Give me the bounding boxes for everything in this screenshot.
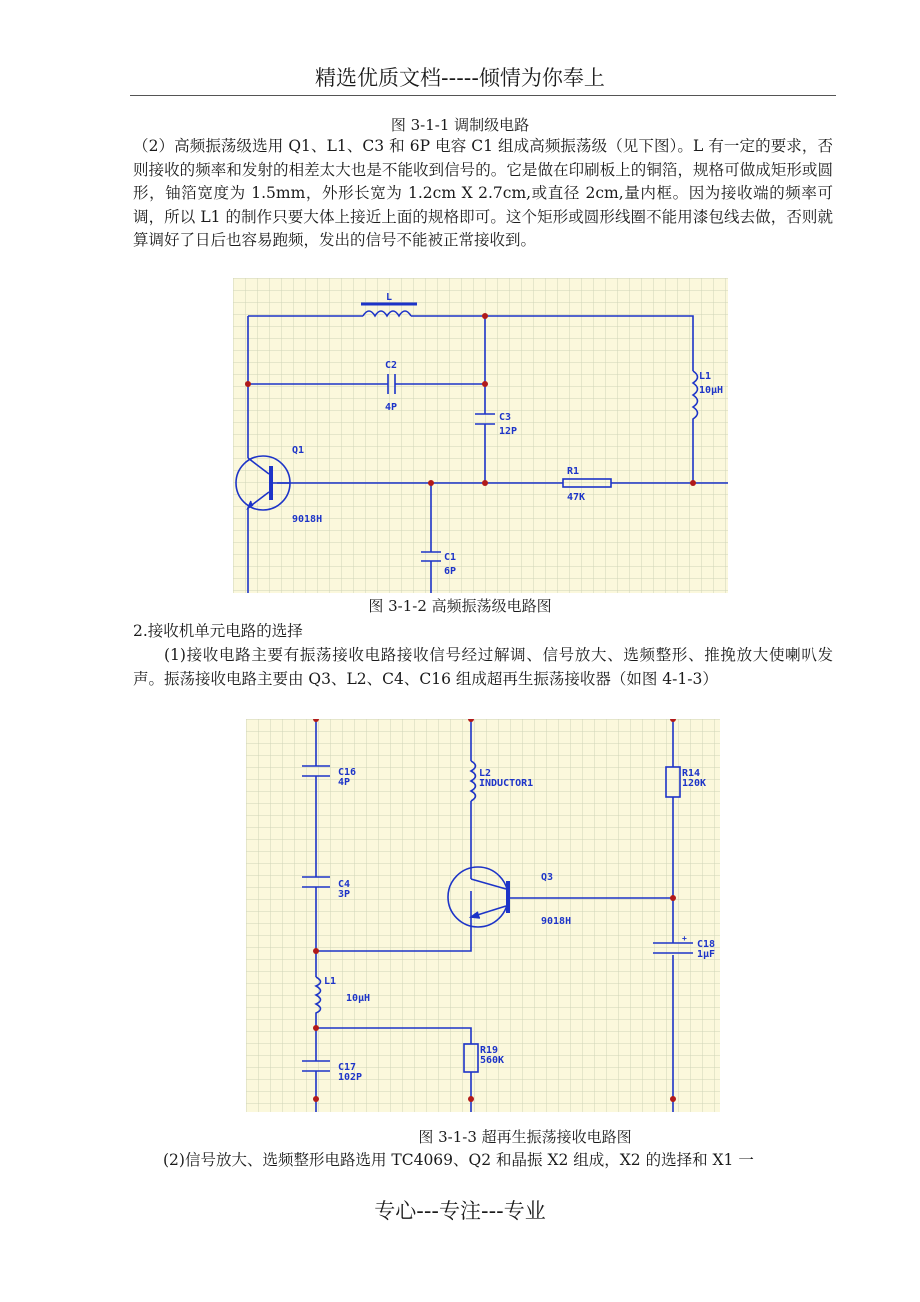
value-C3: 12P <box>499 426 518 437</box>
label-C1: C1 <box>444 552 457 563</box>
value-R1: 47K <box>567 492 586 503</box>
paragraph-receiver: (1)接收电路主要有振荡接收电路接收信号经过解调、信号放大、选频整形、推挽放大使喇叭发声。振荡接收电路主要由 Q3、L2、C4、C16 组成超再生振荡接收器（如图 4-1-3） <box>133 646 833 688</box>
label-R1: R1 <box>567 466 580 477</box>
polarity-plus: + <box>682 934 687 943</box>
label-C17: C17 <box>338 1062 357 1073</box>
label-R19: R19 <box>480 1045 499 1056</box>
label-Q1: Q1 <box>292 445 305 456</box>
section-heading-receiver: 2.接收机单元电路的选择 <box>133 622 303 640</box>
value-R14: 120K <box>682 778 707 789</box>
value-Q1: 9018H <box>292 514 323 525</box>
caption-fig-3-1-1: 图 3-1-1 调制级电路 <box>390 116 530 134</box>
caption-fig-3-1-2: 图 3-1-2 高频振荡级电路图 <box>368 597 552 615</box>
figure-3-1-2-schematic <box>233 278 728 593</box>
label-L: L <box>386 292 393 303</box>
label-C18: C18 <box>697 939 716 950</box>
value-C17: 102P <box>338 1072 363 1083</box>
value-L1: 10μH <box>699 385 724 396</box>
page-footer: 专心---专注---专业 <box>374 1199 546 1223</box>
value-L2: INDUCTOR1 <box>479 778 534 789</box>
page-header: 精选优质文档-----倾情为你奉上 <box>315 66 605 90</box>
label-L1: L1 <box>699 371 712 382</box>
header-rule <box>130 95 836 96</box>
label-R14: R14 <box>682 768 701 779</box>
figure-3-1-3-schematic <box>246 719 720 1112</box>
paragraph-amplifier: (2)信号放大、选频整形电路选用 TC4069、Q2 和晶振 X2 组成，X2 的选择和 X1 一 <box>163 1151 754 1169</box>
label-C2: C2 <box>385 360 398 371</box>
value-C16: 4P <box>338 777 351 788</box>
value-C4: 3P <box>338 889 351 900</box>
caption-fig-3-1-3: 图 3-1-3 超再生振荡接收电路图 <box>418 1128 632 1146</box>
label-Q3: Q3 <box>541 872 554 883</box>
label-C3: C3 <box>499 412 512 423</box>
value-Q3: 9018H <box>541 916 572 927</box>
value-C2: 4P <box>385 402 398 413</box>
value-C1: 6P <box>444 566 457 577</box>
label-L2: L2 <box>479 768 492 779</box>
value-L1: 10μH <box>346 993 371 1004</box>
label-C4: C4 <box>338 879 351 890</box>
value-C18: 1μF <box>697 949 716 960</box>
value-R19: 560K <box>480 1055 505 1066</box>
label-L1: L1 <box>324 976 337 987</box>
label-C16: C16 <box>338 767 357 778</box>
paragraph-oscillator: （2）高频振荡级选用 Q1、L1、C3 和 6P 电容 C1 组成高频振荡级（见下图）。L 有一定的要求，否则接收的频率和发射的相差太大也是不能收到信号的。它是做在印刷板上的铜箔，规格可做成矩形或圆形，铀箔宽度为 1.5mm，外形长宽为 1.2cm X 2.7cm,或直径 2cm,量内框。因为接收端的频率可调，所以 L1 的制作只要大体上接近上面的规格即可。这个矩形或圆形线圈不能用漆包线去做，否则就算调好了日后也容易跑频，发出的信号不能被正常接收到。 <box>133 137 833 249</box>
